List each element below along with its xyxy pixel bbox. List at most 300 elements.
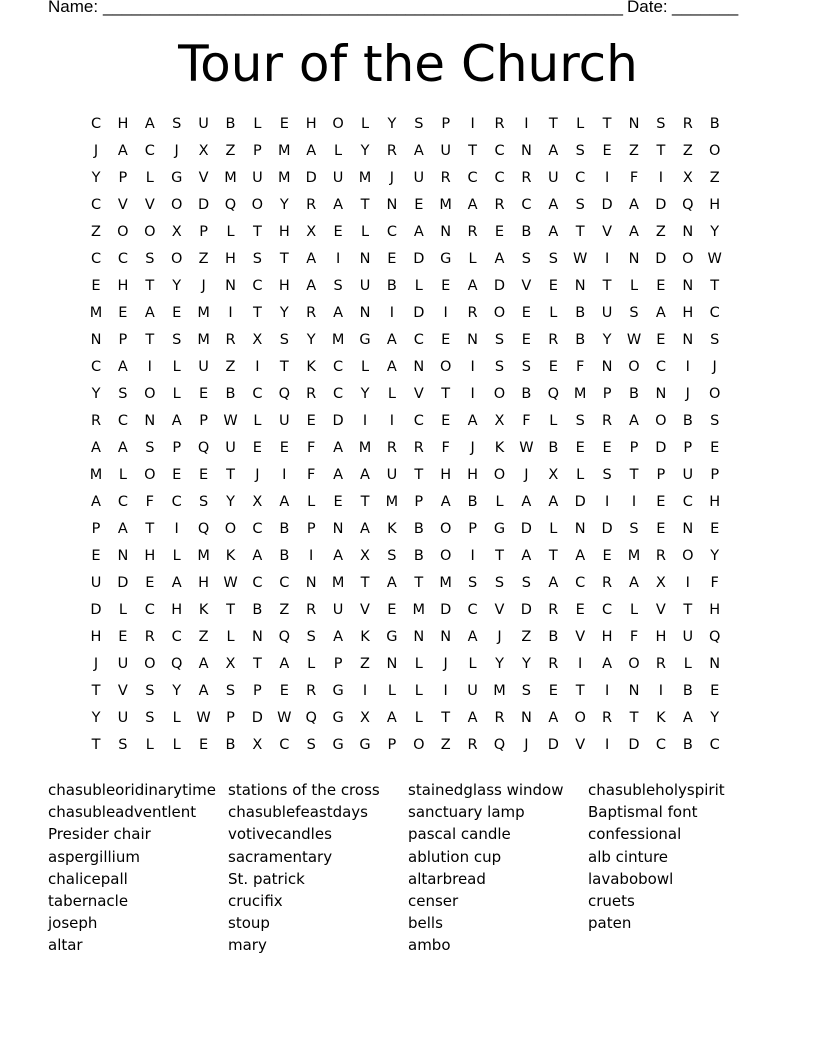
grid-letter: A — [413, 224, 424, 240]
word-list-item: ambo — [408, 936, 451, 955]
grid-row — [84, 300, 744, 327]
grid-letter: H — [117, 116, 129, 132]
grid-letter: E — [521, 305, 531, 321]
grid-letter: T — [91, 737, 101, 753]
grid-letter: O — [655, 413, 667, 429]
grid-letter: J — [443, 656, 448, 672]
grid-letter: A — [117, 359, 128, 375]
grid-letter: B — [225, 116, 236, 132]
grid-letter: H — [90, 629, 102, 645]
grid-letter: N — [386, 656, 398, 672]
grid-letter: O — [682, 251, 694, 267]
grid-letter: O — [493, 305, 506, 321]
grid-letter: A — [333, 629, 344, 645]
grid-letter: N — [655, 386, 667, 402]
grid-letter: P — [118, 332, 128, 348]
grid-letter: Y — [172, 278, 182, 294]
grid-letter: C — [117, 494, 128, 510]
grid-letter: Z — [198, 629, 209, 645]
grid-letter: U — [359, 278, 371, 294]
grid-letter: B — [629, 386, 639, 402]
grid-letter: C — [521, 197, 532, 213]
grid-letter: S — [629, 521, 639, 537]
grid-row — [84, 273, 744, 300]
grid-letter: A — [306, 251, 317, 267]
grid-letter: L — [495, 494, 504, 510]
grid-letter: R — [494, 116, 505, 132]
grid-letter: A — [467, 197, 478, 213]
grid-letter: B — [548, 629, 559, 645]
grid-letter: E — [145, 575, 155, 591]
grid-letter: E — [602, 548, 612, 564]
grid-letter: C — [494, 143, 505, 159]
grid-letter: X — [225, 656, 236, 672]
grid-letter: Y — [279, 197, 289, 213]
grid-letter: C — [90, 116, 102, 132]
grid-letter: N — [251, 629, 263, 645]
grid-letter: W — [519, 440, 534, 456]
grid-letter: C — [171, 629, 182, 645]
grid-letter: E — [602, 143, 612, 159]
grid-letter: Z — [279, 602, 290, 618]
grid-letter: M — [331, 575, 345, 591]
grid-letter: U — [547, 170, 559, 186]
grid-letter: R — [521, 170, 532, 186]
grid-letter: O — [224, 521, 237, 537]
grid-letter: S — [145, 710, 155, 726]
grid-letter: E — [521, 332, 531, 348]
grid-letter: C — [682, 494, 693, 510]
grid-letter: C — [602, 602, 613, 618]
grid-letter: V — [198, 170, 209, 186]
grid-letter: F — [441, 440, 450, 456]
grid-letter: U — [225, 440, 236, 456]
grid-letter: X — [252, 332, 263, 348]
grid-letter: Y — [91, 386, 101, 402]
word-list-item: chalicepall — [48, 869, 128, 888]
grid-letter: N — [682, 521, 694, 537]
grid-letter: L — [468, 656, 477, 672]
grid-letter: A — [629, 575, 639, 591]
word-list-item: pascal candle — [408, 825, 511, 844]
grid-letter: H — [225, 251, 236, 267]
grid-letter: L — [253, 413, 262, 429]
grid-letter: R — [548, 656, 559, 672]
grid-letter: P — [602, 386, 612, 402]
grid-letter: C — [709, 305, 720, 321]
grid-letter: T — [575, 683, 585, 699]
word-list-item: stoup — [228, 914, 270, 933]
grid-letter: P — [468, 521, 477, 537]
grid-letter: Y — [710, 224, 720, 240]
grid-letter: R — [386, 440, 397, 456]
grid-row — [84, 111, 744, 138]
grid-letter: O — [251, 197, 264, 213]
grid-letter: A — [602, 656, 613, 672]
grid-letter: A — [386, 575, 397, 591]
word-list-item: Baptismal font — [588, 803, 698, 822]
grid-row — [84, 354, 744, 381]
grid-letter: M — [412, 602, 426, 618]
grid-letter: H — [305, 116, 317, 132]
grid-letter: L — [360, 116, 370, 132]
word-list-item: sanctuary lamp — [408, 803, 525, 822]
grid-letter: A — [360, 467, 370, 483]
grid-letter: W — [707, 251, 722, 267]
word-list-item: altar — [48, 936, 83, 955]
grid-letter: C — [90, 197, 102, 213]
grid-letter: I — [443, 683, 448, 699]
word-list-item: mary — [228, 936, 267, 955]
grid-letter: I — [389, 413, 395, 429]
grid-letter: R — [682, 116, 693, 132]
grid-letter: U — [332, 170, 344, 186]
grid-letter: O — [439, 359, 452, 375]
grid-letter: A — [629, 224, 639, 240]
grid-letter: R — [306, 386, 317, 402]
grid-letter: N — [682, 278, 694, 294]
word-list-item: confessional — [588, 825, 682, 844]
grid-letter: E — [575, 602, 585, 618]
grid-letter: I — [685, 359, 690, 375]
grid-letter: M — [385, 494, 399, 510]
grid-letter: A — [91, 440, 101, 456]
grid-letter: C — [171, 494, 182, 510]
grid-letter: A — [333, 440, 344, 456]
grid-letter: A — [306, 143, 317, 159]
grid-letter: L — [307, 656, 316, 672]
grid-letter: I — [470, 386, 475, 402]
word-column — [48, 779, 216, 957]
grid-letter: W — [196, 710, 211, 726]
grid-letter: P — [172, 440, 182, 456]
grid-letter: L — [307, 494, 316, 510]
word-list-item: Presider chair — [48, 825, 151, 844]
grid-letter: D — [117, 575, 129, 591]
grid-letter: C — [117, 413, 128, 429]
grid-row — [84, 678, 744, 705]
grid-letter: A — [629, 413, 639, 429]
word-list-item: aspergillium — [48, 847, 140, 866]
grid-letter: S — [521, 575, 531, 591]
grid-letter: D — [655, 440, 667, 456]
grid-letter: I — [604, 683, 610, 699]
grid-letter: N — [305, 575, 317, 591]
grid-letter: R — [655, 656, 666, 672]
grid-letter: A — [91, 494, 101, 510]
grid-row — [84, 624, 744, 651]
grid-letter: S — [387, 548, 397, 564]
grid-letter: O — [574, 710, 586, 726]
grid-row — [84, 516, 744, 543]
grid-row — [84, 462, 744, 489]
grid-letter: A — [548, 224, 559, 240]
grid-letter: C — [575, 575, 586, 591]
grid-letter: T — [656, 143, 666, 159]
grid-letter: R — [440, 170, 451, 186]
grid-letter: R — [494, 197, 505, 213]
grid-letter: Q — [547, 386, 559, 402]
grid-letter: E — [441, 278, 451, 294]
grid-row — [84, 597, 744, 624]
grid-letter: O — [628, 359, 640, 375]
grid-letter: L — [387, 683, 396, 699]
word-list-item: chasubleoridinarytime — [48, 781, 217, 799]
grid-letter: K — [656, 710, 666, 726]
grid-letter: Z — [360, 656, 370, 672]
grid-letter: T — [145, 278, 155, 294]
grid-letter: P — [199, 224, 208, 240]
word-column — [228, 779, 380, 957]
grid-letter: N — [90, 332, 102, 348]
grid-letter: S — [494, 575, 505, 591]
grid-letter: C — [333, 359, 344, 375]
grid-letter: J — [255, 467, 260, 483]
grid-letter: I — [685, 575, 690, 591]
grid-letter: N — [520, 710, 532, 726]
grid-letter: E — [279, 683, 289, 699]
grid-letter: L — [576, 116, 585, 132]
grid-row — [84, 651, 744, 678]
grid-letter: Z — [91, 224, 101, 240]
grid-letter: L — [629, 602, 639, 618]
word-list-item: crucifix — [228, 892, 283, 911]
grid-letter: C — [575, 170, 586, 186]
grid-letter: S — [414, 116, 424, 132]
grid-letter: C — [413, 413, 424, 429]
word-list-item: bells — [408, 914, 443, 933]
grid-letter: S — [145, 440, 155, 456]
grid-letter: R — [494, 710, 505, 726]
grid-letter: C — [655, 359, 666, 375]
grid-letter: I — [147, 359, 152, 375]
grid-letter: P — [656, 467, 666, 483]
grid-letter: T — [145, 521, 155, 537]
grid-letter: S — [279, 332, 289, 348]
grid-letter: T — [548, 116, 558, 132]
grid-letter: E — [548, 683, 558, 699]
grid-letter: A — [171, 575, 182, 591]
date-label: Date: — [627, 0, 668, 16]
page-title: Tour of the Church — [178, 35, 638, 93]
grid-letter: R — [548, 332, 559, 348]
grid-letter: A — [252, 548, 263, 564]
word-list-item: chasublefeastdays — [228, 803, 368, 822]
grid-letter: R — [467, 737, 478, 753]
grid-letter: J — [497, 629, 502, 645]
grid-letter: I — [228, 305, 233, 321]
word-list-item: lavabobowl — [588, 869, 674, 888]
grid-letter: X — [198, 143, 209, 159]
grid-letter: S — [521, 683, 531, 699]
grid-letter: B — [413, 548, 424, 564]
grid-letter: M — [439, 197, 452, 213]
date-field[interactable]: _______ — [672, 0, 739, 16]
grid-letter: E — [91, 548, 101, 564]
grid-letter: Q — [708, 629, 721, 645]
grid-letter: N — [574, 521, 586, 537]
grid-letter: I — [389, 305, 395, 321]
grid-letter: Q — [493, 737, 506, 753]
grid-letter: A — [548, 575, 559, 591]
grid-letter: B — [279, 521, 290, 537]
grid-letter: S — [575, 413, 585, 429]
word-list-item: votivecandles — [228, 825, 332, 844]
grid-letter: Y — [710, 710, 720, 726]
grid-letter: J — [712, 359, 717, 375]
grid-letter: W — [626, 332, 642, 348]
grid-letter: P — [414, 494, 424, 510]
grid-letter: C — [494, 170, 505, 186]
word-list-item: chasubleholyspirit — [588, 781, 725, 799]
grid-letter: D — [601, 521, 613, 537]
grid-letter: W — [573, 251, 588, 267]
grid-letter: P — [441, 116, 451, 132]
grid-letter: L — [226, 224, 235, 240]
grid-letter: O — [493, 386, 506, 402]
grid-letter: F — [307, 467, 316, 483]
grid-letter: T — [710, 278, 720, 294]
grid-letter: D — [520, 521, 532, 537]
grid-letter: E — [172, 467, 182, 483]
grid-letter: E — [172, 305, 182, 321]
grid-letter: W — [223, 575, 238, 591]
grid-letter: E — [441, 332, 451, 348]
grid-letter: X — [682, 170, 693, 186]
grid-letter: P — [629, 440, 639, 456]
name-field[interactable]: _______________________________________________________ — [103, 0, 624, 16]
grid-letter: N — [359, 305, 371, 321]
grid-letter: A — [467, 278, 478, 294]
grid-letter: C — [279, 575, 290, 591]
grid-letter: I — [443, 305, 448, 321]
grid-letter: C — [144, 602, 155, 618]
word-list-item: censer — [408, 892, 459, 911]
grid-letter: Z — [225, 143, 236, 159]
grid-letter: E — [414, 197, 424, 213]
grid-letter: T — [441, 386, 451, 402]
grid-letter: L — [360, 359, 370, 375]
grid-letter: D — [413, 305, 425, 321]
grid-letter: E — [387, 251, 397, 267]
grid-letter: K — [225, 548, 236, 564]
grid-letter: T — [226, 602, 235, 618]
grid-letter: Y — [495, 656, 504, 672]
grid-row — [84, 192, 744, 219]
grid-letter: M — [278, 143, 291, 159]
grid-letter: G — [332, 683, 344, 699]
grid-letter: S — [333, 278, 343, 294]
grid-letter: L — [414, 656, 423, 672]
grid-row — [84, 381, 744, 408]
grid-letter: T — [414, 467, 424, 483]
grid-letter: O — [439, 521, 452, 537]
grid-letter: C — [252, 278, 263, 294]
grid-letter: Y — [226, 494, 235, 510]
grid-letter: H — [709, 197, 721, 213]
grid-letter: V — [360, 602, 370, 618]
grid-letter: M — [197, 332, 210, 348]
grid-letter: I — [255, 359, 260, 375]
grid-letter: S — [198, 494, 209, 510]
grid-letter: T — [279, 359, 289, 375]
grid-letter: T — [360, 575, 370, 591]
grid-letter: O — [170, 197, 183, 213]
grid-letter: M — [439, 575, 452, 591]
grid-letter: R — [386, 143, 397, 159]
grid-letter: N — [520, 143, 532, 159]
grid-letter: A — [279, 494, 290, 510]
grid-letter: B — [521, 224, 532, 240]
grid-letter: N — [144, 413, 156, 429]
grid-row — [84, 165, 744, 192]
grid-letter: B — [575, 332, 586, 348]
grid-letter: L — [145, 170, 154, 186]
grid-letter: M — [278, 170, 291, 186]
grid-letter: S — [521, 251, 531, 267]
grid-letter: G — [386, 629, 398, 645]
grid-letter: V — [413, 386, 424, 402]
grid-letter: I — [578, 656, 583, 672]
grid-letter: T — [226, 467, 235, 483]
grid-letter: O — [117, 224, 129, 240]
grid-letter: D — [440, 602, 452, 618]
grid-letter: E — [710, 521, 720, 537]
grid-letter: I — [309, 548, 314, 564]
grid-letter: P — [710, 467, 720, 483]
grid-letter: B — [709, 116, 720, 132]
grid-letter: H — [467, 467, 479, 483]
grid-letter: R — [306, 683, 317, 699]
grid-letter: R — [467, 224, 478, 240]
grid-letter: V — [655, 602, 666, 618]
grid-letter: Z — [629, 143, 639, 159]
grid-letter: N — [225, 278, 236, 294]
grid-letter: X — [548, 467, 559, 483]
grid-letter: R — [602, 575, 613, 591]
grid-letter: U — [278, 413, 290, 429]
grid-letter: N — [413, 359, 425, 375]
grid-letter: R — [306, 305, 317, 321]
grid-letter: E — [710, 683, 720, 699]
grid-letter: R — [655, 548, 666, 564]
grid-letter: T — [441, 710, 451, 726]
grid-letter: I — [362, 413, 368, 429]
grid-letter: R — [548, 602, 559, 618]
grid-letter: A — [413, 143, 424, 159]
grid-row — [84, 138, 744, 165]
grid-letter: M — [197, 305, 210, 321]
grid-letter: M — [358, 170, 372, 186]
grid-letter: R — [413, 440, 424, 456]
grid-letter: I — [470, 359, 475, 375]
grid-letter: K — [387, 521, 397, 537]
grid-row — [84, 219, 744, 246]
grid-letter: C — [117, 251, 128, 267]
grid-letter: T — [360, 197, 370, 213]
grid-letter: T — [629, 710, 639, 726]
grid-letter: I — [335, 251, 341, 267]
grid-letter: T — [602, 278, 612, 294]
grid-letter: T — [414, 575, 424, 591]
grid-letter: D — [601, 197, 613, 213]
grid-letter: D — [90, 602, 102, 618]
grid-letter: U — [198, 359, 209, 375]
grid-letter: N — [413, 629, 425, 645]
grid-letter: M — [573, 386, 587, 402]
grid-letter: E — [306, 413, 316, 429]
grid-letter: A — [467, 629, 478, 645]
